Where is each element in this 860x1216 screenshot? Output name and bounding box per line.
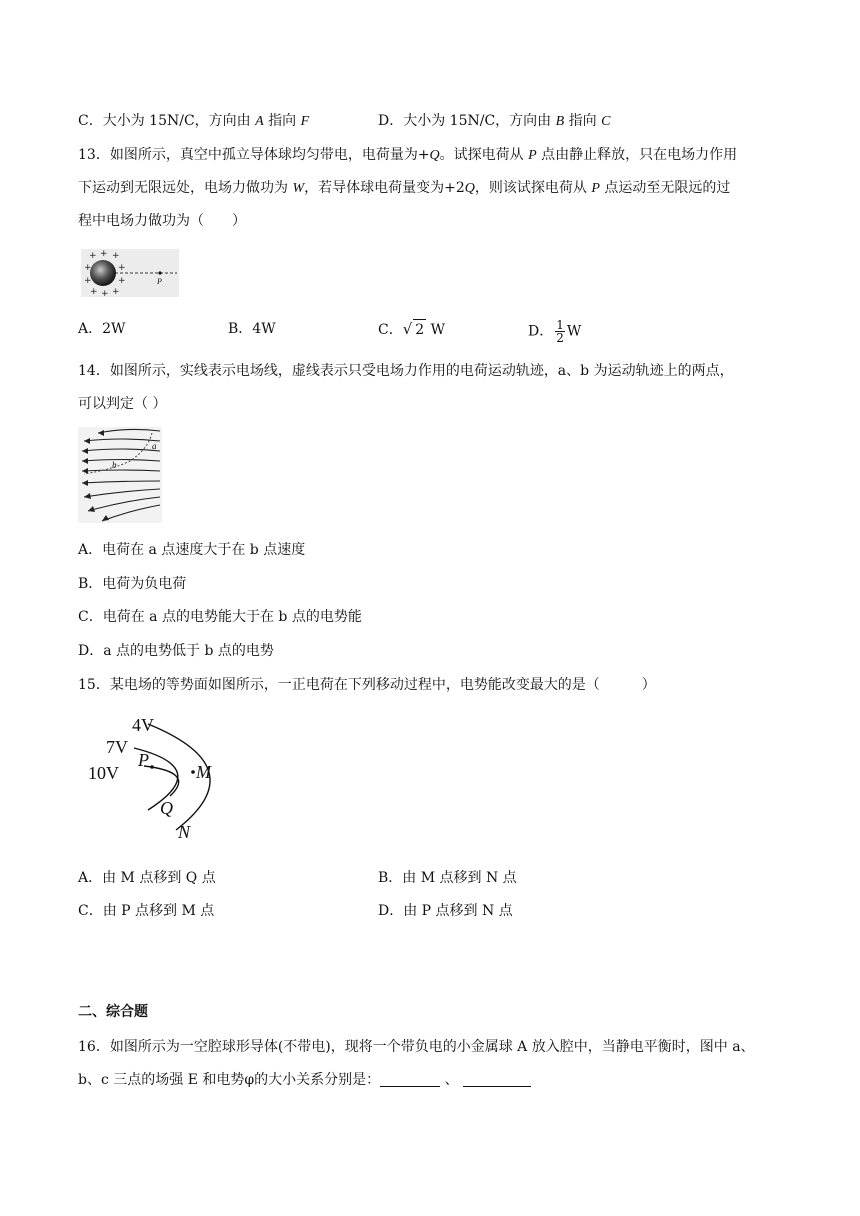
equipotential-figure (86, 710, 236, 846)
point-p-label: P (157, 277, 162, 286)
svg-text:+: + (84, 276, 92, 286)
q14-option-d: D．a 点的电势低于 b 点的电势 (78, 643, 274, 659)
q13-option-a: A．2W (78, 321, 126, 337)
q14-stem-line1: 14．如图所示，实线表示电场线，虚线表示只受电场力作用的电荷运动轨迹，a、b 为运动轨迹上的两点， (78, 363, 734, 379)
label-4v: 4V (132, 715, 154, 735)
q15-stem: 15．某电场的等势面如图所示，一正电荷在下列移动过程中，电势能改变最大的是（ ） (78, 677, 656, 693)
svg-text:+: + (90, 287, 98, 297)
q12-option-d: D．大小为 15N/C，方向由 B 指向 C (378, 113, 611, 129)
q15-option-d: D．由 P 点移到 N 点 (378, 903, 513, 919)
answer-blank-1[interactable] (380, 1072, 440, 1087)
q13-stem-line2: 下运动到无限远处，电场力做功为 W，若导体球电荷量变为+2Q，则该试探电荷从 P 点运动至无限远的过 (78, 180, 731, 196)
q14-option-c: C．电荷在 a 点的电势能大于在 b 点的电势能 (78, 609, 362, 625)
svg-text:+: + (118, 263, 126, 273)
svg-text:+: + (101, 289, 109, 297)
q13-option-d: D． $\frac{1}{2}$ W (528, 318, 582, 345)
label-p: P (138, 750, 149, 770)
q14-option-a: A．电荷在 a 点速度大于在 b 点速度 (78, 542, 306, 558)
label-7v: 7V (106, 737, 128, 757)
label-m: M (196, 762, 211, 782)
q13-option-c: C．√ 2 W (378, 320, 446, 338)
label-n: N (178, 822, 191, 842)
label-10v: 10V (88, 763, 119, 783)
q16-stem-line1: 16．如图所示为一空腔球形导体(不带电)，现将一个带负电的小金属球 A 放入腔中，当静电平衡时，图中 a、 (78, 1039, 755, 1055)
q13-stem-line1: 13．如图所示，真空中孤立导体球均匀带电，电荷量为+Q。试探电荷从 P 点由静止释放，只在电场力作用 (78, 147, 738, 163)
q14-option-b: B．电荷为负电荷 (78, 576, 187, 592)
svg-text:+: + (84, 263, 92, 273)
q15-option-b: B．由 M 点移到 N 点 (378, 870, 517, 886)
field-lines-figure (78, 427, 162, 523)
svg-text:+: + (112, 287, 120, 297)
label-q: Q (160, 798, 173, 818)
point-a-label: a (152, 441, 157, 451)
q13-stem-line3: 程中电场力做功为（ ） (78, 213, 246, 229)
q14-stem-line2: 可以判定（ ） (78, 396, 167, 412)
section-title: 二、综合题 (78, 1004, 148, 1020)
svg-text:+: + (118, 276, 126, 286)
q16-stem-line2: b、c 三点的场强 E 和电势φ的大小关系分别是： 、 (78, 1070, 531, 1090)
q15-option-c: C．由 P 点移到 M 点 (78, 903, 215, 919)
q13-option-b: B．4W (228, 321, 276, 337)
svg-text:+: + (89, 251, 97, 261)
svg-text:+: + (112, 251, 120, 261)
fraction-one-half: $\frac{1}{2}$ (556, 318, 564, 345)
charged-sphere-figure (81, 249, 179, 297)
q15-option-a: A．由 M 点移到 Q 点 (78, 870, 216, 886)
svg-text:+: + (100, 249, 108, 259)
q12-option-c: C．大小为 15N/C，方向由 A 指向 F (78, 113, 310, 129)
point-b-label: b (112, 460, 117, 470)
answer-blank-2[interactable] (463, 1072, 531, 1087)
